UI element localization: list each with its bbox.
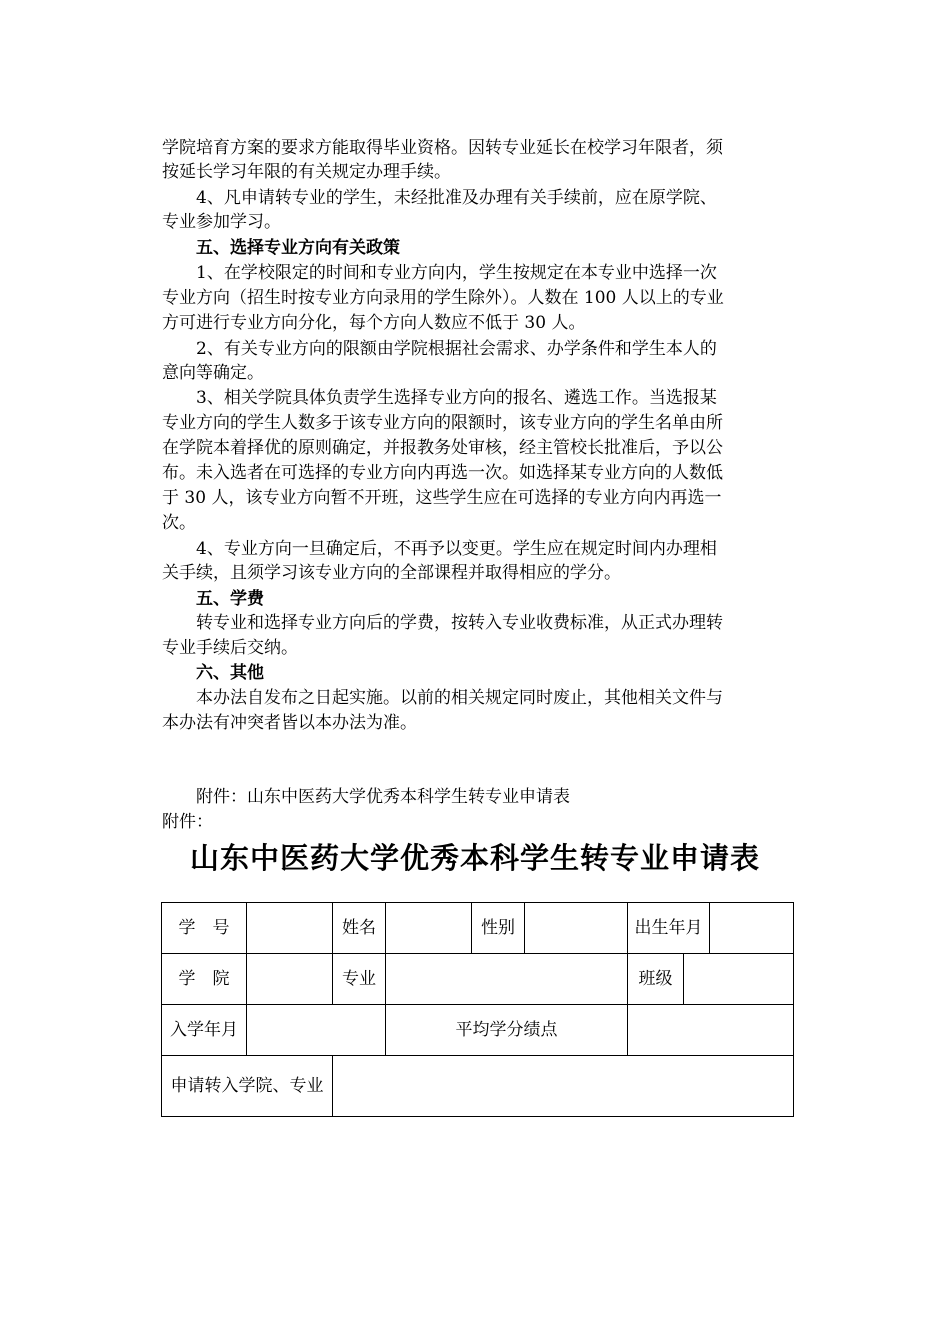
student-id-field[interactable] [247,903,333,954]
text-line: 3、相关学院具体负责学生选择专业方向的报名、遴选工作。当选报某 [162,388,717,408]
apply-to-label: 申请转入学院、专业 [162,1056,333,1117]
section-heading: 五、学费 [162,589,264,609]
text-line: 于 30 人，该专业方向暂不开班，这些学生应在可选择的专业方向内再选一 [162,488,722,508]
text-line: 意向等确定。 [162,363,264,383]
apply-to-field[interactable] [333,1056,794,1117]
text-line: 方可进行专业方向分化，每个方向人数应不低于 30 人。 [162,313,586,333]
gender-field[interactable] [525,903,628,954]
text-line: 在学院本着择优的原则确定，并报教务处审核，经主管校长批准后，予以公 [162,438,723,458]
text-line: 布。未入选者在可选择的专业方向内再选一次。如选择某专业方向的人数低 [162,463,723,483]
text-line: 专业参加学习。 [162,212,281,232]
gpa-label: 平均学分绩点 [386,1005,628,1056]
text-line: 4、凡申请转专业的学生，未经批准及办理有关手续前，应在原学院、 [162,188,717,208]
text-line: 按延长学习年限的有关规定办理手续。 [162,162,451,182]
table-row [162,1005,794,1056]
student-id-label: 学 号 [162,903,247,954]
college-label: 学 院 [162,954,247,1005]
application-form-table [161,902,794,1117]
class-field[interactable] [684,954,794,1005]
table-row [162,1056,794,1117]
class-label: 班级 [628,954,684,1005]
name-label: 姓名 [333,903,386,954]
enroll-date-field[interactable] [247,1005,386,1056]
text-line: 关手续，且须学习该专业方向的全部课程并取得相应的学分。 [162,563,621,583]
gender-label: 性别 [472,903,525,954]
table-row [162,954,794,1005]
name-field[interactable] [386,903,472,954]
text-line: 专业手续后交纳。 [162,638,298,658]
section-heading: 六、其他 [162,663,264,683]
form-title: 山东中医药大学优秀本科学生转专业申请表 [189,841,760,875]
text-line: 学院培育方案的要求方能取得毕业资格。因转专业延长在校学习年限者，须 [162,138,723,158]
attachment-note: 附件：山东中医药大学优秀本科学生转专业申请表 [162,787,570,807]
text-line: 本办法自发布之日起实施。以前的相关规定同时废止，其他相关文件与 [162,688,723,708]
text-line: 专业方向（招生时按专业方向录用的学生除外）。人数在 100 人以上的专业 [162,288,724,308]
birth-label: 出生年月 [628,903,710,954]
section-heading: 五、选择专业方向有关政策 [162,238,400,258]
text-line: 次。 [162,513,196,533]
text-line: 专业方向的学生人数多于该专业方向的限额时，该专业方向的学生名单由所 [162,413,723,433]
text-line: 本办法有冲突者皆以本办法为准。 [162,713,417,733]
table-row [162,903,794,954]
gpa-field[interactable] [628,1005,794,1056]
text-line: 2、有关专业方向的限额由学院根据社会需求、办学条件和学生本人的 [162,339,717,359]
major-label: 专业 [333,954,386,1005]
text-line: 4、专业方向一旦确定后，不再予以变更。学生应在规定时间内办理相 [162,539,717,559]
text-line: 转专业和选择专业方向后的学费，按转入专业收费标准，从正式办理转 [162,613,723,633]
enroll-date-label: 入学年月 [162,1005,247,1056]
birth-field[interactable] [710,903,794,954]
college-field[interactable] [247,954,333,1005]
attachment-label: 附件： [162,812,213,832]
major-field[interactable] [386,954,628,1005]
text-line: 1、在学校限定的时间和专业方向内，学生按规定在本专业中选择一次 [162,263,717,283]
